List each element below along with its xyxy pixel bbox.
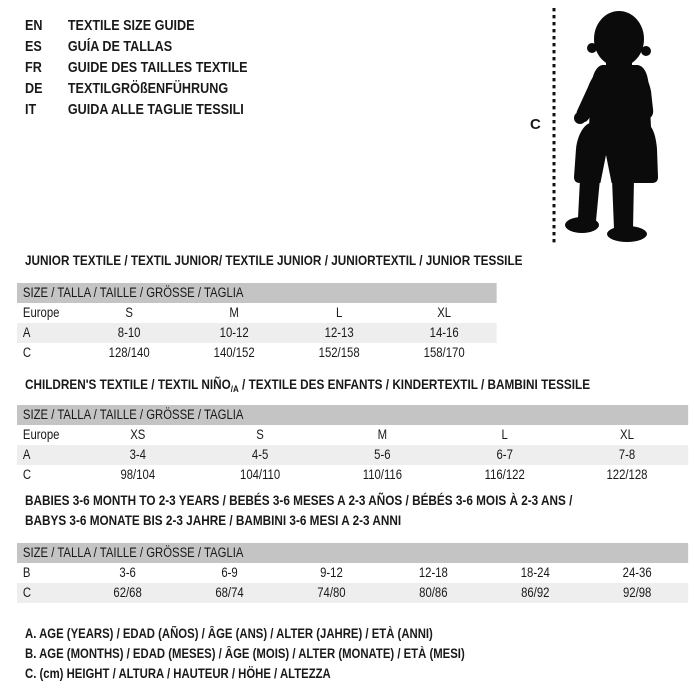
row-label: C [22, 585, 32, 600]
toddler-silhouette-icon [558, 5, 698, 250]
language-code: ES [25, 38, 42, 55]
language-code: EN [25, 17, 43, 34]
size-cell: 7-8 [618, 447, 636, 462]
title-subscript: /A [230, 384, 239, 395]
size-cell: 12-13 [324, 325, 354, 340]
measurement-legend [25, 624, 548, 684]
children-table-title: CHILDREN'S TEXTILE / TEXTIL $NIÑO_{/A}$ / TEXTILE DES ENFANTS / KINDERTEXTIL / BAMBINI TESSILE [25, 376, 591, 395]
size-cell: 4-5 [251, 447, 269, 462]
size-cell: 74/80 [317, 585, 346, 600]
size-cell: 140/152 [213, 345, 255, 360]
size-cell: 6-9 [221, 565, 238, 580]
table-row [17, 445, 688, 465]
row-label: A [22, 447, 31, 462]
row-label: C [22, 467, 32, 482]
children-size-table [17, 405, 688, 485]
junior-table-title: JUNIOR TEXTILE / TEXTIL JUNIOR/ TEXTILE JUNIOR / JUNIORTEXTIL / JUNIOR TESSILE [25, 252, 523, 268]
size-cell: 24-36 [622, 565, 652, 580]
size-cell: 158/170 [423, 345, 465, 360]
size-cell: 110/116 [362, 467, 403, 482]
size-header-band [17, 283, 497, 303]
language-title: TEXTILGRÖßENFÜHRUNG [67, 80, 229, 97]
language-title-list [25, 15, 290, 120]
table-row [17, 323, 497, 343]
row-label: Europe [22, 305, 60, 320]
size-header-band [17, 543, 688, 563]
size-cell: 104/110 [240, 467, 281, 482]
size-cell: 8-10 [117, 325, 141, 340]
size-header-text: SIZE / TALLA / TAILLE / GRÖSSE / TAGLIA [22, 285, 244, 300]
babies-table-title: BABIES 3-6 MONTH TO 2-3 YEARS / BEBÉS 3-6 MESES A 2-3 AÑOS / BÉBÉS 3-6 MOIS À 2-3 ANS / BABYS 3-6 MONATE BIS 2-3 JAHRE / BAMBINI 3-6 MESI A 2-3 ANNI [25, 492, 573, 528]
size-cell: 152/158 [318, 345, 360, 360]
language-row-es [25, 36, 290, 57]
size-cell: 5-6 [374, 447, 391, 462]
size-cell: 62/68 [113, 585, 142, 600]
size-cell: 3-6 [119, 565, 136, 580]
babies-size-table [17, 543, 688, 603]
size-cell: 98/104 [120, 467, 156, 482]
size-cell: L [335, 305, 343, 320]
size-cell: XL [437, 305, 452, 320]
language-row-en [25, 15, 290, 36]
size-cell: 86/92 [521, 585, 550, 600]
size-cell: XL [620, 427, 634, 442]
language-code: FR [25, 59, 42, 76]
size-cell: 68/74 [215, 585, 244, 600]
size-cell: XS [130, 427, 146, 442]
size-cell: 116/122 [484, 467, 525, 482]
language-row-fr [25, 57, 290, 78]
language-row-it [25, 99, 290, 120]
size-cell: 6-7 [496, 447, 513, 462]
size-cell: 3-4 [129, 447, 146, 462]
size-cell: L [501, 427, 508, 442]
table-row [17, 583, 688, 603]
size-cell: 10-12 [219, 325, 249, 340]
table-row [17, 465, 688, 485]
table-row [17, 425, 688, 445]
size-cell: M [229, 305, 239, 320]
size-cell: 14-16 [429, 325, 459, 340]
row-label: C [22, 345, 32, 360]
language-title: GUIDA ALLE TAGLIE TESSILI [67, 101, 244, 118]
size-header-text: SIZE / TALLA / TAILLE / GRÖSSE / TAGLIA [22, 407, 244, 422]
size-cell: 122/128 [606, 467, 648, 482]
size-cell: 80/86 [419, 585, 448, 600]
row-label: A [22, 325, 31, 340]
size-cell: 128/140 [108, 345, 150, 360]
junior-size-table [17, 283, 497, 363]
size-cell: S [125, 305, 133, 320]
size-cell: 92/98 [622, 585, 652, 600]
language-code: IT [25, 101, 37, 118]
language-title: GUIDE DES TAILLES TEXTILE [67, 59, 248, 76]
language-code: DE [25, 80, 43, 97]
language-title: TEXTILE SIZE GUIDE [67, 17, 195, 34]
language-title: GUÍA DE TALLAS [67, 38, 173, 55]
size-cell: M [377, 427, 388, 442]
size-cell: S [256, 427, 264, 442]
height-measure-label: C [530, 116, 541, 133]
row-label: Europe [22, 427, 60, 442]
table-row [17, 343, 497, 363]
row-label: B [22, 565, 31, 580]
size-cell: 18-24 [520, 565, 550, 580]
language-row-de [25, 78, 290, 99]
legend-line-b: B. AGE (MONTHS) / EDAD (MESES) / ÂGE (MOIS) / ALTER (MONATE) / ETÀ (MESI) [25, 646, 465, 661]
height-dashed-line [551, 6, 557, 246]
size-header-band [17, 405, 688, 425]
legend-line-a: A. AGE (YEARS) / EDAD (AÑOS) / ÂGE (ANS) / ALTER (JAHRE) / ETÀ (ANNI) [25, 626, 433, 641]
size-cell: 9-12 [320, 565, 343, 580]
table-row [17, 303, 497, 323]
size-cell: 12-18 [418, 565, 448, 580]
size-header-text: SIZE / TALLA / TAILLE / GRÖSSE / TAGLIA [22, 545, 244, 560]
legend-line-c: C. (cm) HEIGHT / ALTURA / HAUTEUR / HÖHE / ALTEZZA [25, 666, 331, 681]
table-row [17, 563, 688, 583]
